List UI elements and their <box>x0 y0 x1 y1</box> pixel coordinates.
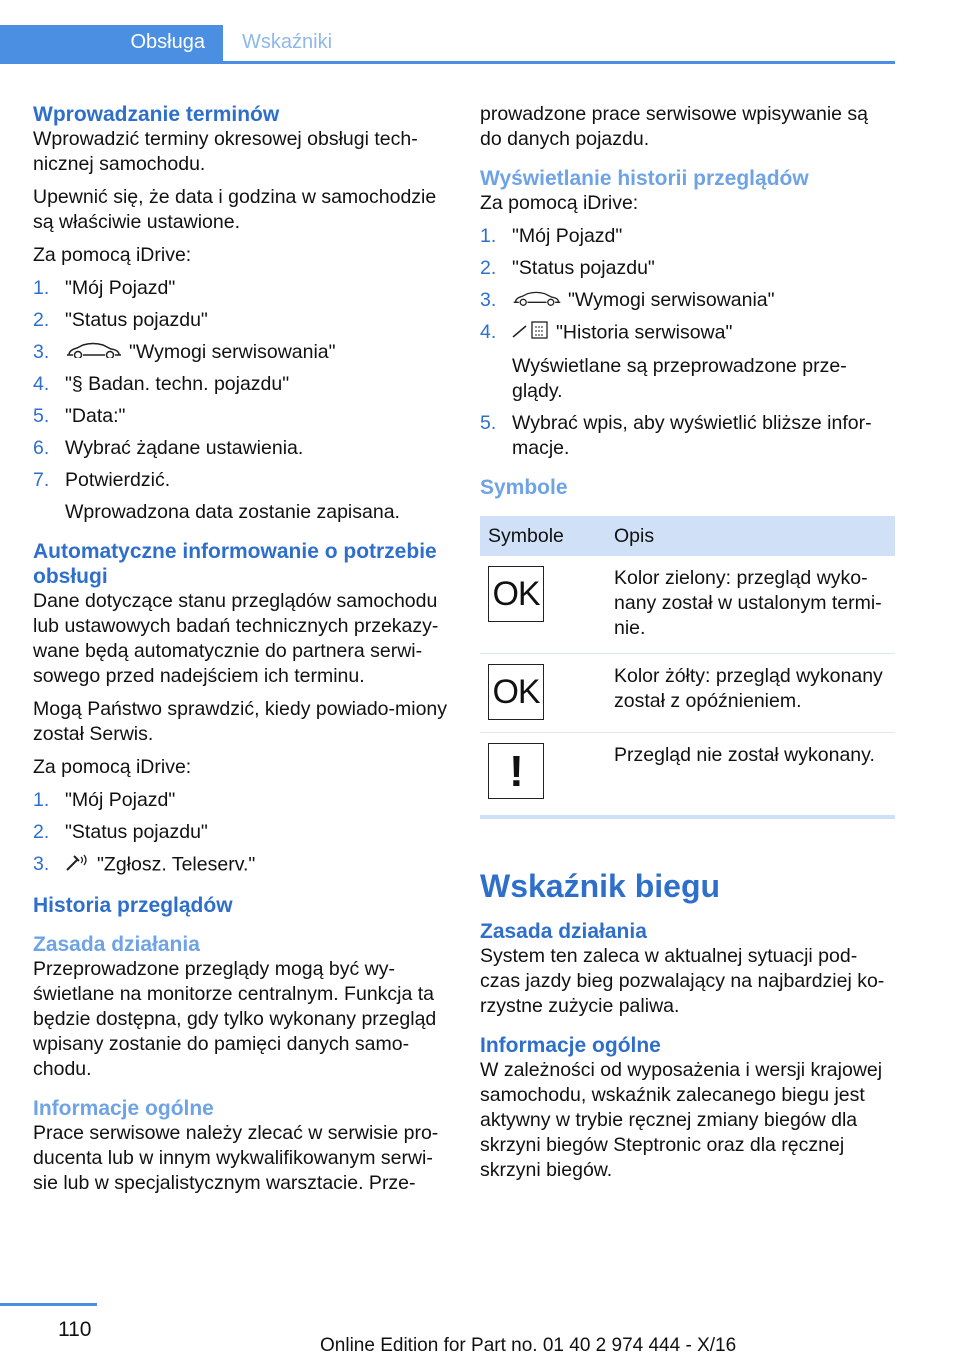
list-item: 6. Wybrać żądane ustawienia. <box>33 437 304 460</box>
table-row <box>480 556 895 654</box>
table-header: Opis <box>606 516 895 556</box>
list-item: 7. Potwierdzić. Wprowadzona data zostanie zapisana. <box>33 469 400 524</box>
paragraph: Wprowadzić terminy okresowej obsługi tech-nicznej samochodu. <box>33 128 418 175</box>
tab-obsluga[interactable] <box>0 25 223 61</box>
table-cell: Kolor zielony: przegląd wyko-nany został w ustalonym termi-nie. <box>606 556 895 654</box>
list-item: 4. "Historia serwisowa" Wyświetlane są przeprowadzone prze-glądy. <box>480 321 847 403</box>
steps-list-2 <box>33 788 451 879</box>
heading-symbols: Symbole <box>480 476 568 500</box>
page-number: 110 <box>58 1318 92 1341</box>
footer-line <box>0 1303 97 1306</box>
table-cell: Kolor żółty: przegląd wykonany został z opóźnieniem. <box>606 654 895 733</box>
heading-info: Informacje ogólne <box>33 1097 214 1121</box>
right-column <box>480 102 895 1191</box>
car-icon <box>65 340 123 365</box>
paragraph: Prace serwisowe należy zlecać w serwisie pro-ducenta lub w innym wykwalifikowanym serwi-sie lub w specjalistycznym warsztacie. Prze- <box>33 1122 439 1195</box>
list-item: 3. "Zgłosz. Teleserv." <box>33 852 451 879</box>
left-column <box>33 102 451 1204</box>
paragraph: Za pomocą iDrive: <box>33 244 192 266</box>
header-bar <box>0 25 895 64</box>
list-item: 5. Wybrać wpis, aby wyświetlić bliższe infor-macje. <box>480 412 872 460</box>
paragraph: W zależności od wyposażenia i wersji krajowej samochodu, wskaźnik zalecanego biegu jest aktywny w trybie ręcznej zmiany biegów dla skrzyni biegów Steptronic oraz dla ręcznej skrzyni biegów. <box>480 1059 883 1182</box>
tab-obsluga-label: Obsługa <box>130 31 205 53</box>
paragraph: prowadzone prace serwisowe wpisywanie są do danych pojazdu. <box>480 103 869 150</box>
tab-wskazniki[interactable]: Wskaźniki <box>242 31 333 53</box>
service-history-icon <box>512 320 550 347</box>
list-item: 2. "Status pojazdu" <box>480 257 655 279</box>
steps-list-1 <box>33 276 451 525</box>
heading-show-history: Wyświetlanie historii przeglądów <box>480 167 809 190</box>
steps-list-3 <box>480 224 895 461</box>
list-item: 4. "§ Badan. techn. pojazdu" <box>33 373 290 396</box>
heading-terms: Wprowadzanie terminów <box>33 103 280 126</box>
list-item: 1. "Mój Pojazd" <box>33 277 176 299</box>
paragraph: Dane dotyczące stanu przeglądów samochodu lub ustawowych badań technicznych przekazy-wane będą automatycznie do partnera serwi-sowego przed nadejściem ich terminu. <box>33 590 439 688</box>
symbols-table <box>480 516 895 819</box>
list-item: 3. "Wymogi serwisowania" <box>33 340 451 365</box>
heading-zasada: Zasada działania <box>33 933 200 957</box>
paragraph: Upewnić się, że data i godzina w samochodzie są właściwie ustawione. <box>33 186 437 233</box>
table-header: Symbole <box>480 516 606 556</box>
table-header-row <box>480 516 895 556</box>
list-item: 5. "Data:" <box>33 405 126 428</box>
heading-history: Historia przeglądów <box>33 894 233 918</box>
ok-green-icon: OK <box>488 566 544 622</box>
heading-auto: Automatyczne informowanie o potrzebie obsługi <box>33 540 437 589</box>
edition-text: Online Edition for Part no. 01 40 2 974 444 - X/16 <box>320 1335 737 1356</box>
list-item: 2. "Status pojazdu" <box>33 821 208 844</box>
heading-info: Informacje ogólne <box>480 1034 661 1058</box>
list-item: 3. "Wymogi serwisowania" <box>480 288 895 313</box>
list-item: 1. "Mój Pojazd" <box>33 789 176 812</box>
car-icon <box>512 288 562 313</box>
exclamation-icon: ! <box>488 743 544 799</box>
paragraph: System ten zaleca w aktualnej sytuacji pod-czas jazdy bieg pozwalający na najbardziej ko-rzystne zużycie paliwa. <box>480 945 885 1018</box>
ok-yellow-icon: OK <box>488 664 544 720</box>
wrench-signal-icon <box>65 852 91 879</box>
paragraph: Mogą Państwo sprawdzić, kiedy powiado-miony został Serwis. <box>33 698 448 746</box>
table-cell: Przegląd nie został wykonany. <box>606 733 895 818</box>
table-row <box>480 733 895 818</box>
paragraph: Za pomocą iDrive: <box>480 192 639 214</box>
paragraph: Przeprowadzone przeglądy mogą być wy-świetlane na monitorze centralnym. Funkcja ta będzie dostępna, gdy tylko wykonany przegląd wpisany zostanie do pamięci danych samo-chodu. <box>33 958 437 1081</box>
list-item: 1. "Mój Pojazd" <box>480 225 623 247</box>
table-row <box>480 654 895 733</box>
list-item: 2. "Status pojazdu" <box>33 309 208 331</box>
paragraph: Za pomocą iDrive: <box>33 756 192 779</box>
heading-gear: Wskaźnik biegu <box>480 868 721 905</box>
heading-zasada: Zasada działania <box>480 920 647 944</box>
